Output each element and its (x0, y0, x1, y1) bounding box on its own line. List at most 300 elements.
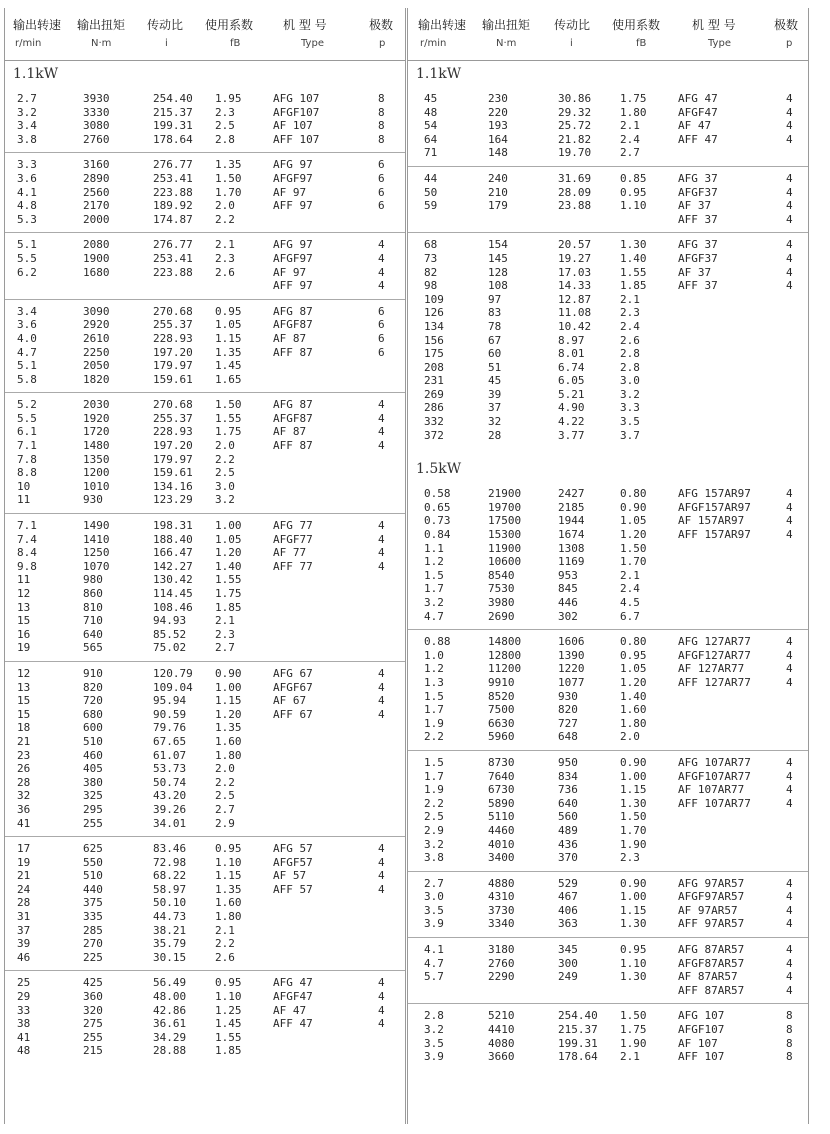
table-row (408, 770, 808, 784)
torque-cell: 1200 (83, 466, 110, 480)
type-cell: AFG 107 (678, 1009, 725, 1023)
table-row (408, 199, 808, 213)
type-cell: AFG 157AR97 (678, 487, 751, 501)
ratio-cell: 109.04 (153, 680, 193, 694)
speed-cell: 5.1 (17, 238, 37, 252)
ratio-cell: 406 (558, 903, 578, 917)
speed-cell: 269 (424, 387, 444, 401)
type-cell: AF 57 (273, 869, 307, 883)
speed-cell: 41 (17, 1030, 31, 1044)
poles-cell: 4 (378, 882, 385, 896)
torque-cell: 2610 (83, 331, 110, 345)
torque-cell: 7500 (488, 703, 515, 717)
ratio-cell: 1674 (558, 528, 585, 542)
service-factor-cell: 2.7 (215, 802, 235, 816)
table-row (408, 501, 808, 515)
torque-cell: 2560 (83, 185, 110, 199)
speed-cell: 44 (424, 171, 438, 185)
poles-cell: 6 (378, 185, 385, 199)
ratio-cell: 5.21 (558, 387, 585, 401)
service-factor-cell: 1.30 (620, 796, 647, 810)
type-cell: AFGF37 (678, 251, 718, 265)
ratio-cell: 930 (558, 689, 578, 703)
torque-cell: 1720 (83, 425, 110, 439)
torque-cell: 179 (488, 199, 508, 213)
service-factor-cell: 1.25 (215, 1003, 242, 1017)
service-factor-cell: 1.15 (215, 694, 242, 708)
torque-cell: 255 (83, 816, 103, 830)
service-factor-cell: 2.5 (215, 466, 235, 480)
type-cell: AFG 97AR57 (678, 876, 745, 890)
ratio-cell: 1606 (558, 635, 585, 649)
speed-cell: 3.6 (17, 318, 37, 332)
ratio-cell: 249 (558, 970, 578, 984)
type-cell: AFGF77 (273, 532, 313, 546)
speed-cell: 5.3 (17, 212, 37, 226)
service-factor-cell: 1.15 (215, 331, 242, 345)
torque-cell: 680 (83, 707, 103, 721)
ratio-cell: 276.77 (153, 158, 193, 172)
ratio-cell: 197.20 (153, 345, 193, 359)
torque-cell: 15300 (488, 528, 522, 542)
ratio-cell: 253.41 (153, 251, 193, 265)
power-rating: 1.1kW (416, 66, 462, 82)
speed-cell: 12 (17, 666, 31, 680)
service-factor-cell: 0.85 (620, 171, 647, 185)
speed-cell: 1.5 (424, 689, 444, 703)
type-cell: AFG 47 (678, 92, 718, 105)
table-row (5, 681, 405, 695)
service-factor-cell: 1.70 (620, 823, 647, 837)
table-row (5, 493, 405, 507)
torque-cell: 3730 (488, 903, 515, 917)
speed-cell: 1.5 (424, 568, 444, 582)
poles-cell: 4 (786, 105, 793, 119)
torque-cell: 78 (488, 319, 502, 333)
type-cell: AF 47 (273, 1003, 307, 1017)
speed-cell: 15 (17, 694, 31, 708)
ratio-cell: 6.74 (558, 360, 585, 374)
type-cell: AFG 57 (273, 842, 313, 856)
ratio-cell: 28.09 (558, 185, 592, 199)
ratio-cell: 255.37 (153, 411, 193, 425)
table-row (5, 641, 405, 655)
poles-cell: 4 (378, 680, 385, 694)
type-cell: AFF 107 (273, 132, 320, 146)
poles-unit: p (379, 38, 386, 49)
speed-cell: 2.2 (424, 730, 444, 744)
speed-cell: 3.8 (424, 851, 444, 865)
torque-cell: 375 (83, 896, 103, 910)
speed-cell: 3.4 (17, 304, 37, 318)
ratio-cell: 31.69 (558, 171, 592, 185)
row-group (408, 1004, 808, 1069)
torque-cell: 8540 (488, 568, 515, 582)
torque-cell: 51 (488, 360, 502, 374)
ratio-cell: 43.20 (153, 789, 187, 803)
torque-cell: 3660 (488, 1050, 515, 1064)
ratio-cell: 178.64 (153, 132, 193, 146)
ratio-cell: 228.93 (153, 331, 193, 345)
ratio-cell: 30.86 (558, 92, 592, 105)
table-row (5, 439, 405, 453)
speed-cell: 21 (17, 734, 31, 748)
torque-cell: 7640 (488, 769, 515, 783)
speed-cell: 24 (17, 882, 31, 896)
speed-cell: 3.5 (424, 903, 444, 917)
service-factor-cell: 1.60 (620, 703, 647, 717)
ratio-cell: 1944 (558, 514, 585, 528)
table-row (5, 213, 405, 227)
service-factor-cell: 1.40 (215, 559, 242, 573)
speed-cell: 32 (17, 789, 31, 803)
ratio-cell: 198.31 (153, 519, 193, 533)
ratio-cell: 1308 (558, 541, 585, 555)
type-cell: AFGF57 (273, 855, 313, 869)
torque-cell: 8520 (488, 689, 515, 703)
service-factor-cell: 1.90 (620, 1036, 647, 1050)
type-cell: AF 97AR57 (678, 903, 738, 917)
ratio-cell: 159.61 (153, 466, 193, 480)
service-factor-cell: 0.80 (620, 487, 647, 501)
speed-cell: 109 (424, 292, 444, 306)
service-factor-cell: 1.60 (215, 734, 242, 748)
poles-cell: 6 (378, 331, 385, 345)
poles-cell: 8 (786, 1023, 793, 1037)
poles-cell: 4 (786, 675, 793, 689)
table-row (408, 429, 808, 443)
poles-cell: 4 (786, 119, 793, 133)
torque-cell: 440 (83, 882, 103, 896)
table-row (5, 776, 405, 790)
row-group (408, 630, 808, 751)
ratio-header: 传动比 (147, 18, 184, 32)
type-cell: AFGF107 (678, 1023, 725, 1037)
type-cell: AFGF87 (273, 411, 313, 425)
table-row (408, 904, 808, 918)
table-row (408, 361, 808, 375)
poles-cell: 4 (786, 662, 793, 676)
poles-cell: 4 (786, 238, 793, 252)
torque-cell: 60 (488, 347, 502, 361)
torque-cell: 11200 (488, 662, 522, 676)
speed-cell: 3.2 (424, 837, 444, 851)
poles-cell: 4 (786, 648, 793, 662)
type-cell: AFG 97 (273, 238, 313, 252)
torque-cell: 4460 (488, 823, 515, 837)
ratio-cell: 489 (558, 823, 578, 837)
table-row (408, 649, 808, 663)
service-factor-cell: 2.2 (215, 775, 235, 789)
speed-cell: 1.1 (424, 541, 444, 555)
poles-cell: 4 (378, 251, 385, 265)
service-factor-cell: 1.00 (215, 519, 242, 533)
table-row (408, 984, 808, 998)
table-row (408, 172, 808, 186)
type-cell: AFG 87 (273, 398, 313, 412)
torque-cell: 1250 (83, 546, 110, 560)
type-cell: AFF 97 (273, 279, 313, 293)
type-cell: AFF 87AR57 (678, 983, 745, 997)
table-row (5, 803, 405, 817)
service-factor-cell: 2.6 (620, 333, 640, 347)
service-factor-cell: 1.40 (620, 251, 647, 265)
poles-cell: 4 (786, 185, 793, 199)
table-row (5, 412, 405, 426)
ratio-cell: 736 (558, 783, 578, 797)
speed-cell: 372 (424, 428, 444, 442)
torque-cell: 67 (488, 333, 502, 347)
table-row (5, 910, 405, 924)
service-factor-cell: 2.2 (215, 937, 235, 951)
ratio-cell: 30.15 (153, 950, 187, 964)
ratio-cell: 270.68 (153, 398, 193, 412)
ratio-cell: 1077 (558, 675, 585, 689)
torque-cell: 6630 (488, 716, 515, 730)
service-factor-cell: 1.70 (215, 185, 242, 199)
type-unit: Type (708, 38, 731, 49)
table-row (408, 1037, 808, 1051)
service-factor-cell: 1.50 (215, 171, 242, 185)
service-factor-cell: 1.05 (215, 318, 242, 332)
table-row (408, 690, 808, 704)
ratio-cell: 36.61 (153, 1017, 187, 1031)
type-cell: AFF 107 (678, 1050, 725, 1064)
speed-cell: 286 (424, 401, 444, 415)
service-factor-cell: 2.0 (215, 199, 235, 213)
table-row (408, 266, 808, 280)
speed-cell: 1.7 (424, 703, 444, 717)
service-factor-cell: 0.90 (620, 755, 647, 769)
type-cell: AFG 87 (273, 304, 313, 318)
ratio-cell: 1169 (558, 555, 585, 569)
service-factor-cell: 1.15 (620, 903, 647, 917)
service-factor-cell: 1.80 (620, 105, 647, 119)
torque-cell: 5110 (488, 810, 515, 824)
service-factor-cell: 3.0 (620, 374, 640, 388)
poles-cell: 4 (378, 869, 385, 883)
type-cell: AF 87 (273, 331, 307, 345)
service-factor-cell: 2.2 (215, 212, 235, 226)
torque-cell: 285 (83, 923, 103, 937)
speed-cell: 1.9 (424, 783, 444, 797)
ratio-unit: i (165, 38, 168, 49)
torque-cell: 210 (488, 185, 508, 199)
ratio-cell: 61.07 (153, 748, 187, 762)
service-factor-cell: 0.95 (215, 842, 242, 856)
torque-cell: 2080 (83, 238, 110, 252)
poles-cell: 4 (786, 755, 793, 769)
service-factor-cell: 2.5 (215, 119, 235, 133)
service-factor-cell: 1.30 (620, 238, 647, 252)
table-row (5, 789, 405, 803)
poles-cell: 8 (786, 1036, 793, 1050)
speed-cell: 3.5 (424, 1036, 444, 1050)
type-cell: AFF 107AR77 (678, 796, 751, 810)
service-factor-cell: 1.50 (620, 810, 647, 824)
speed-cell: 21 (17, 869, 31, 883)
table-row (408, 347, 808, 361)
speed-cell: 3.9 (424, 1050, 444, 1064)
service-factor-cell: 1.35 (215, 345, 242, 359)
ratio-cell: 67.65 (153, 734, 187, 748)
table-row (5, 990, 405, 1004)
speed-cell: 11 (17, 573, 31, 587)
speed-cell: 2.7 (424, 876, 444, 890)
table-row (408, 106, 808, 120)
speed-cell: 36 (17, 802, 31, 816)
ratio-cell: 14.33 (558, 279, 592, 293)
ratio-cell: 23.88 (558, 199, 592, 213)
speed-unit: r/min (420, 38, 447, 49)
right-groups-1 (408, 87, 808, 448)
poles-cell: 4 (378, 559, 385, 573)
poles-cell: 4 (786, 796, 793, 810)
ratio-cell: 727 (558, 716, 578, 730)
torque-cell: 2690 (488, 609, 515, 623)
torque-cell: 405 (83, 762, 103, 776)
speed-cell: 39 (17, 937, 31, 951)
torque-cell: 193 (488, 119, 508, 133)
poles-cell: 4 (786, 876, 793, 890)
torque-cell: 2050 (83, 359, 110, 373)
torque-cell: 3330 (83, 105, 110, 119)
table-row (5, 92, 405, 106)
ratio-cell: 50.74 (153, 775, 187, 789)
speed-cell: 2.9 (424, 823, 444, 837)
ratio-cell: 820 (558, 703, 578, 717)
speed-cell: 2.2 (424, 796, 444, 810)
type-cell: AFG 37 (678, 171, 718, 185)
ratio-cell: 188.40 (153, 532, 193, 546)
table-row (408, 703, 808, 717)
service-factor-cell: 2.2 (215, 452, 235, 466)
type-cell: AFF 157AR97 (678, 528, 751, 542)
row-group (5, 153, 405, 233)
torque-cell: 2920 (83, 318, 110, 332)
type-cell: AF 97 (273, 265, 307, 279)
service-factor-cell: 2.3 (215, 251, 235, 265)
type-cell: AFF 67 (273, 707, 313, 721)
table-row (408, 238, 808, 252)
speed-cell: 19 (17, 641, 31, 655)
ratio-cell: 4.22 (558, 415, 585, 429)
type-cell: AF 37 (678, 199, 712, 213)
poles-cell: 4 (378, 546, 385, 560)
poles-header: 极数 (774, 18, 799, 32)
ratio-cell: 56.49 (153, 976, 187, 990)
service-factor-cell: 1.85 (215, 600, 242, 614)
table-row (5, 721, 405, 735)
torque-cell: 2250 (83, 345, 110, 359)
service-factor-cell: 3.2 (620, 387, 640, 401)
torque-cell: 1820 (83, 372, 110, 386)
power-rating: 1.5kW (416, 461, 462, 478)
row-group (5, 393, 405, 514)
table-row (408, 401, 808, 415)
poles-cell: 4 (378, 976, 385, 990)
ratio-cell: 300 (558, 956, 578, 970)
speed-cell: 15 (17, 614, 31, 628)
torque-cell: 2030 (83, 398, 110, 412)
speed-cell: 50 (424, 185, 438, 199)
service-factor-cell: 0.95 (620, 648, 647, 662)
speed-cell: 231 (424, 374, 444, 388)
ratio-cell: 950 (558, 755, 578, 769)
service-factor-cell: 0.95 (215, 304, 242, 318)
row-group (408, 482, 808, 630)
table-row (5, 883, 405, 897)
ratio-cell: 10.42 (558, 319, 592, 333)
table-row (5, 398, 405, 412)
type-cell: AFG 47 (273, 976, 313, 990)
torque-cell: 3340 (488, 917, 515, 931)
service-factor-cell: 2.1 (620, 119, 640, 133)
ratio-cell: 2185 (558, 500, 585, 514)
type-cell: AFGF107 (273, 105, 320, 119)
torque-cell: 2290 (488, 970, 515, 984)
poles-cell: 4 (378, 398, 385, 412)
torque-cell: 11900 (488, 541, 522, 555)
table-row (5, 667, 405, 681)
service-factor-cell: 1.85 (215, 1044, 242, 1058)
poles-cell: 8 (378, 132, 385, 146)
speed-cell: 5.5 (17, 251, 37, 265)
torque-cell: 3080 (83, 119, 110, 133)
service-factor-cell: 2.7 (620, 146, 640, 160)
poles-cell: 8 (378, 119, 385, 133)
ratio-cell: 20.57 (558, 238, 592, 252)
poles-cell: 4 (786, 890, 793, 904)
table-row (408, 1023, 808, 1037)
table-row (408, 374, 808, 388)
torque-cell: 1070 (83, 559, 110, 573)
torque-cell: 5890 (488, 796, 515, 810)
speed-cell: 208 (424, 360, 444, 374)
service-factor-cell: 1.00 (620, 769, 647, 783)
torque-cell: 28 (488, 428, 502, 442)
ratio-cell: 845 (558, 582, 578, 596)
speed-cell: 12 (17, 587, 31, 600)
type-cell: AFF 127AR77 (678, 675, 751, 689)
speed-cell: 0.73 (424, 514, 451, 528)
right-table (407, 8, 809, 1124)
service-factor-cell: 2.0 (215, 439, 235, 453)
torque-cell: 3160 (83, 158, 110, 172)
speed-cell: 6.2 (17, 265, 37, 279)
table-row (5, 842, 405, 856)
table-row (408, 555, 808, 569)
row-group (5, 87, 405, 153)
service-factor-cell: 3.0 (215, 479, 235, 493)
type-cell: AFG 37 (678, 238, 718, 252)
table-row (408, 635, 808, 649)
type-cell: AF 87 (273, 425, 307, 439)
torque-cell: 295 (83, 802, 103, 816)
service-factor-cell: 2.3 (620, 306, 640, 320)
ratio-cell: 159.61 (153, 372, 193, 386)
speed-cell: 1.7 (424, 582, 444, 596)
service-factor-cell: 1.00 (620, 890, 647, 904)
torque-cell: 4010 (488, 837, 515, 851)
torque-header: 输出扭矩 (482, 18, 531, 32)
speed-cell: 3.4 (17, 119, 37, 133)
torque-cell: 255 (83, 1030, 103, 1044)
service-factor-cell: 2.3 (215, 627, 235, 641)
torque-cell: 930 (83, 493, 103, 507)
speed-cell: 11 (17, 493, 31, 507)
table-row (408, 415, 808, 429)
